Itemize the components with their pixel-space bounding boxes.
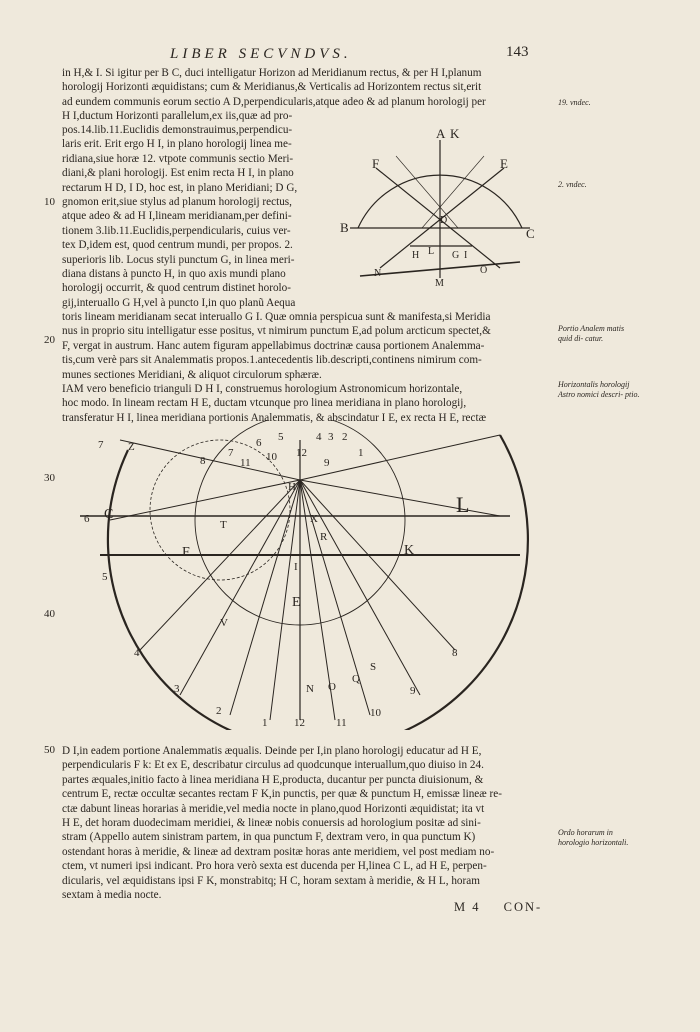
running-head: LIBER SECVNDVS.: [170, 46, 352, 62]
svg-text:3: 3: [174, 683, 180, 695]
line-number-50: 50: [44, 744, 55, 756]
svg-text:S: S: [370, 661, 377, 673]
svg-text:6: 6: [256, 437, 262, 449]
svg-text:2: 2: [342, 431, 348, 443]
svg-text:K: K: [404, 543, 415, 558]
svg-text:1: 1: [262, 717, 268, 729]
margin-note-horizontalis: Horizontalis horologij Astro nomici descri- ptio.: [558, 380, 640, 399]
margin-note-ordo: Ordo horarum in horologio horizontali.: [558, 828, 629, 847]
svg-text:M: M: [435, 278, 444, 288]
svg-text:4: 4: [134, 647, 140, 659]
svg-text:7: 7: [228, 447, 234, 459]
svg-text:O: O: [480, 265, 488, 276]
svg-text:12: 12: [296, 447, 307, 459]
margin-note-19-vndec: 19. vndec.: [558, 98, 591, 107]
svg-text:D: D: [440, 215, 448, 226]
text-middle: toris lineam meridianam secat interuallo G I. Quæ omnia perspicua sunt & manifesta,si Meridia nus in proprio situ intelligatur esse positus, vt nimirum punctum E,ad polum arcticum spectet,& F, vergat in austrum. Hanc autem figuram appellabimus doctrinæ causa portionem Analemma- tis,cum verè pars sit Analemmatis propos.1.antecedentis lib.descripti,continens nimirum com- munes sectiones Meridiani, & aliquot circulorum sphæræ. IAM vero beneficio trianguli D H I, construemus horologium Astronomicum horizontale, hoc modo. In lineam rectam H E, ductam vtcunque pro linea meridiana in plano horologij, transferatur H I, linea meridiana portionis Analemmatis, & abscindatur I E, ex recta H E, rectæ: [62, 311, 491, 424]
svg-text:11: 11: [240, 457, 251, 469]
margin-note-portio: Portio Analem matis quid di- catur.: [558, 324, 625, 343]
svg-text:1: 1: [358, 447, 364, 459]
svg-text:Z: Z: [128, 441, 135, 453]
svg-text:E: E: [500, 156, 508, 171]
svg-text:3: 3: [328, 431, 334, 443]
text-top: in H,& I. Si igitur per B C, duci intelligatur Horizon ad Meridianum rectus, & per H I,planum horologij Horizonti æquidistans; cum & Meridianus,& Verticalis ad Horizontem rectus sit,erit ad eundem communis eorum sectio A D,perpendicularis,atque adeo & ad planum horologij per H I,ductum Horizonti parallelum,ex iis,quæ ad pro-: [62, 67, 486, 123]
svg-text:A: A: [436, 128, 446, 141]
svg-text:2: 2: [216, 705, 222, 717]
svg-text:L: L: [456, 492, 470, 517]
svg-text:V: V: [220, 617, 228, 629]
svg-text:K: K: [450, 128, 460, 141]
svg-text:8: 8: [200, 455, 206, 467]
svg-text:5: 5: [102, 571, 108, 583]
horizontal-dial-figure: [80, 420, 530, 730]
svg-text:G: G: [452, 250, 460, 261]
page-number: 143: [506, 44, 529, 60]
line-number-30: 30: [44, 472, 55, 484]
svg-text:I: I: [464, 250, 468, 261]
svg-text:C: C: [104, 507, 114, 522]
svg-text:X: X: [310, 513, 318, 525]
footer: [454, 900, 560, 915]
signature-mark: M 4: [454, 900, 481, 914]
svg-text:12: 12: [294, 717, 305, 729]
svg-text:B: B: [340, 220, 349, 235]
svg-text:H: H: [288, 481, 296, 493]
line-number-20: 20: [44, 334, 55, 346]
svg-text:L: L: [428, 246, 435, 257]
margin-note-2-vndec: 2. vndec.: [558, 180, 587, 189]
svg-text:O: O: [328, 681, 336, 693]
line-number-10: 10: [44, 196, 55, 208]
svg-text:5: 5: [278, 431, 284, 443]
svg-text:4: 4: [316, 431, 322, 443]
svg-text:N: N: [374, 268, 382, 279]
svg-text:7: 7: [98, 439, 104, 451]
svg-text:8: 8: [452, 647, 458, 659]
text-left-column: pos.14.lib.11.Euclidis demonstrauimus,perpendicu- laris erit. Erit ergo H I, in plano horologij linea me- ridiana,siue horæ 12. vtpote communis sectio Meri- diani,& plani horologij. Est enim recta H I, in plano rectarum H D, I D, hoc est, in plano Meridiani; D G, gnomon erit,siue stylus ad planum horologij rectus, atque adeo & ad H I,lineam meridianam,per defini- tionem 3.lib.11.Euclidis,perpendicularis, cuius ver- tex D,idem est, quod centrum mundi, per propos. 2. superioris lib. Locus styli punctum G, in linea meri- diana distans à puncto H, in quo axis mundi plano horologij occurrit, & quod centrum distinet horolo- gij,interuallo G H,vel à puncto I,in quo planũ Aequa: [62, 124, 298, 309]
svg-text:T: T: [220, 519, 227, 531]
svg-text:R: R: [320, 531, 328, 543]
svg-text:E: E: [292, 595, 301, 610]
svg-text:10: 10: [370, 707, 381, 719]
analemma-portion-figure: [340, 128, 540, 288]
svg-text:Q: Q: [352, 673, 360, 685]
svg-text:C: C: [526, 226, 535, 241]
svg-text:10: 10: [266, 451, 277, 463]
svg-text:11: 11: [336, 717, 347, 729]
svg-text:F: F: [182, 545, 190, 560]
svg-text:H: H: [412, 250, 420, 261]
svg-text:6: 6: [84, 513, 90, 525]
svg-text:F: F: [372, 156, 380, 171]
catchword: CON-: [503, 900, 543, 914]
text-bottom: D I,in eadem portione Analemmatis æqualis. Deinde per I,in plano horologij educatur ad H E, perpendicularis F k: Et ex E, describatur circulus ad quodcunque interuallum,quo diuiso in 24. partes æquales,initio facto à linea meridiana H E,producta, ducantur per puncta diuisionum, & centrum E, rectæ occultæ secantes rectam F K,in punctis, per quæ & punctum H, emissæ lineæ re- ctæ dabunt lineas horarias à meridie,vel media nocte in plano,quod Horizonti æquidistat; ita vt H E, det horam duodecimam meridiei, & lineæ nobis conuersis ad horologium positæ ad sini- stram (Appello autem sinistram partem, in qua punctum F, dextram vero, in qua punctum K) ostendant horas à meridie, & lineæ ad dextram positæ horas ante meridiem, vel post mediam no- ctem, vt numeri ipsi indicant. Pro hora verò sexta est ducenda per H,linea C L, ad H E, perpen- dicularis, vel æquidistans ipsi F K, monstrabitq; H C, horam sextam à meridie, & H L, horam sextam à media nocte.: [62, 745, 502, 902]
svg-text:I: I: [294, 561, 298, 573]
svg-text:N: N: [306, 683, 314, 695]
svg-text:9: 9: [410, 685, 416, 697]
line-number-40: 40: [44, 608, 55, 620]
svg-text:9: 9: [324, 457, 330, 469]
